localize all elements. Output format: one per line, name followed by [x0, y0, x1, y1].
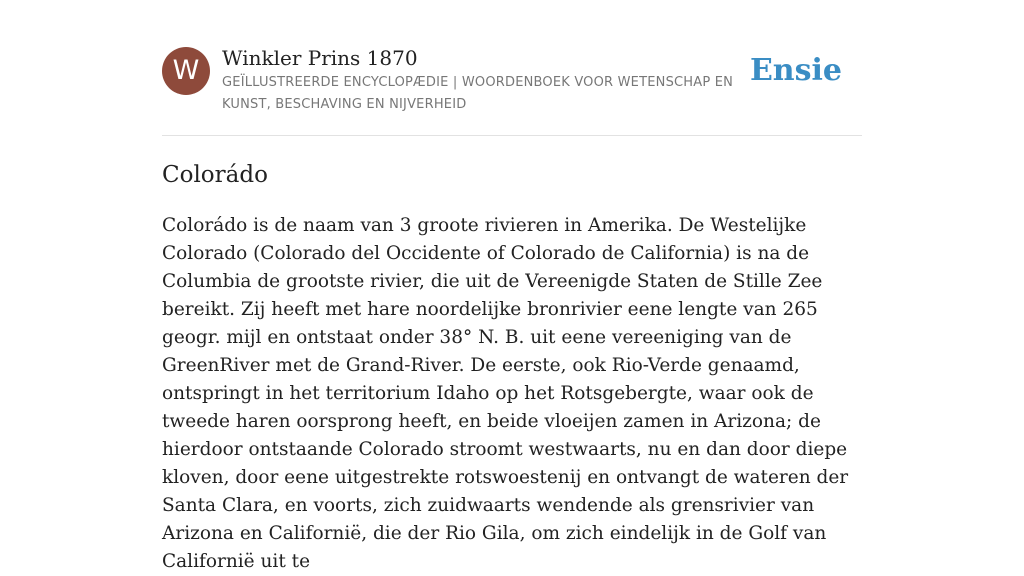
entry-body: Colorádo is de naam van 3 groote rivieren in Amerika. De Westelijke Colorado (Colorado del Occidente of Colorado de California) is na de Columbia de grootste rivier, die uit de Vereenigde Staten de Stille Zee bereikt. Zij heeft met hare noordelijke bronrivier eene lengte van 265 geogr. mijl en ontstaat onder 38° N. B. uit eene vereeniging van de GreenRiver met de Grand-River. De eerste, ook Rio-Verde genaamd, ontspringt in het territorium Idaho op het Rotsgebergte, waar ook de tweede haren oorsprong heeft, en beide vloeijen zamen in Arizona; de hierdoor ontstaande Colorado stroomt westwaarts, nu en dan door diepe kloven, door eene uitgestrekte rotswoestenij en ontvangt de wateren der Santa Clara, en voorts, zich zuidwaarts wendende als grensrivier van Arizona en Californië, die der Rio Gila, om zich eindelijk in de Golf van Californië uit te: [162, 215, 849, 572]
source-subtitle: GEÏLLUSTREERDE ENCYCLOPÆDIE | WOORDENBOEK VOOR WETENSCHAP EN KUNST, BESCHAVING EN NIJVERHEID: [222, 75, 734, 112]
source-header: [162, 46, 862, 136]
header-divider: [162, 135, 862, 136]
entry-title: Colorádo: [162, 162, 268, 188]
avatar[interactable]: W: [162, 47, 210, 95]
page-container: [162, 0, 862, 572]
source-title[interactable]: Winkler Prins 1870: [222, 46, 418, 70]
brand-logo[interactable]: Ensie: [749, 53, 842, 88]
